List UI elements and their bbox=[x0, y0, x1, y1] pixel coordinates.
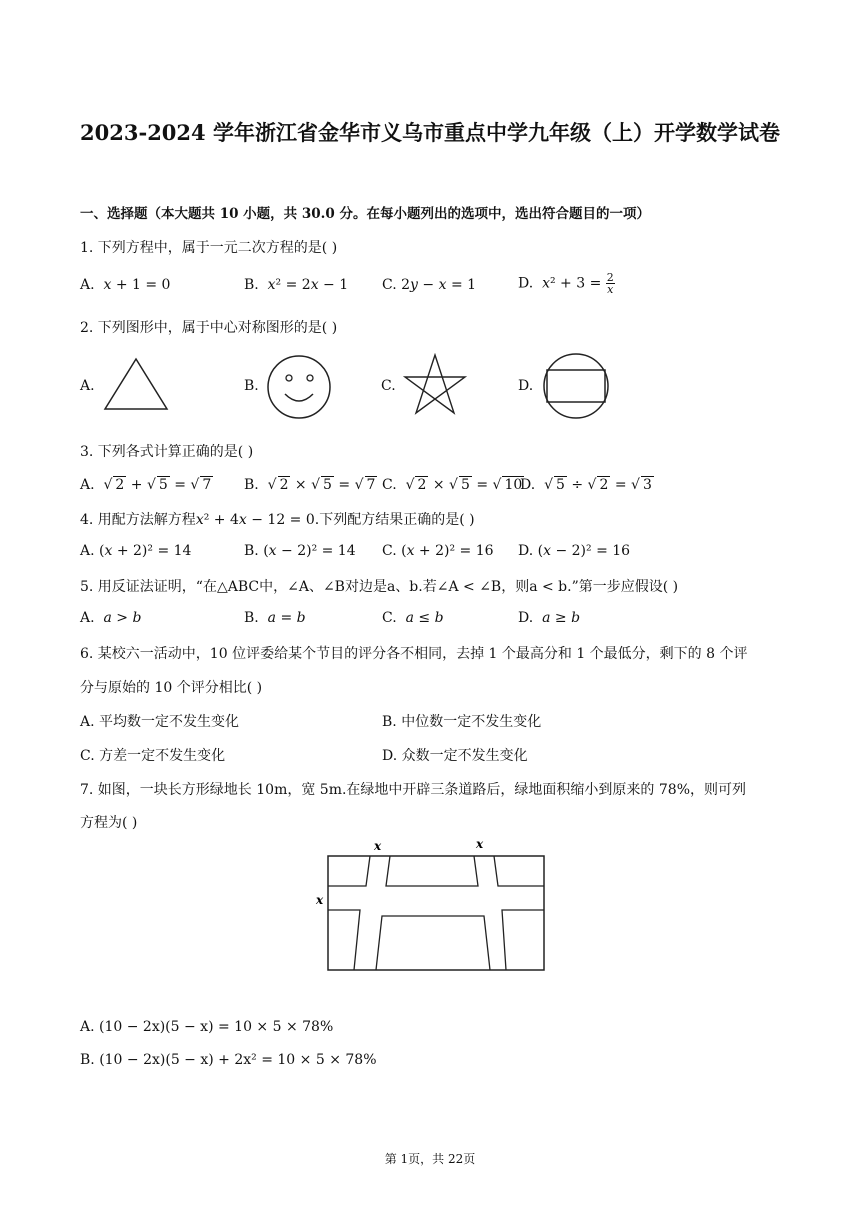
question-7-line-2: 方程为( ) bbox=[80, 815, 138, 831]
q7-option-a: A. (10 − 2x)(5 − x) = 10 × 5 × 78% bbox=[80, 1019, 334, 1035]
page-title: 2023-2024 学年浙江省金华市义乌市重点中学九年级（上）开学数学试卷 bbox=[80, 120, 780, 145]
question-3-stem: 3. 下列各式计算正确的是( ) bbox=[80, 444, 254, 460]
triangle-figure bbox=[102, 356, 170, 412]
q6-option-d: D. 众数一定不发生变化 bbox=[382, 748, 528, 764]
q2-label-b: B. bbox=[244, 378, 259, 394]
q1-option-b: B. x² = 2x − 1 bbox=[244, 277, 349, 293]
question-1-stem: 1. 下列方程中，属于一元二次方程的是( ) bbox=[80, 240, 338, 256]
q1-option-a: A. x + 1 = 0 bbox=[80, 277, 171, 293]
q6-option-a: A. 平均数一定不发生变化 bbox=[80, 714, 240, 730]
q4-option-a: A. (x + 2)² = 14 bbox=[80, 543, 192, 559]
green-land-road-figure bbox=[310, 836, 550, 976]
figure-label-x-top-left: x bbox=[374, 839, 382, 853]
figure-label-x-left: x bbox=[316, 893, 324, 907]
q5-option-b: B. a = b bbox=[244, 610, 306, 626]
q3-option-b: B. √ 2 × √ 5 = √ 7 bbox=[244, 477, 376, 493]
q4-option-c: C. (x + 2)² = 16 bbox=[382, 543, 494, 559]
q6-option-b: B. 中位数一定不发生变化 bbox=[382, 714, 542, 730]
q3-option-c: C. √ 2 × √ 5 = √ 10 bbox=[382, 477, 523, 493]
q5-option-a: A. a > b bbox=[80, 610, 142, 626]
q6-option-c: C. 方差一定不发生变化 bbox=[80, 748, 226, 764]
q3-option-a: A. √ 2 + √ 5 = √ 7 bbox=[80, 477, 212, 493]
question-2-stem: 2. 下列图形中，属于中心对称图形的是( ) bbox=[80, 320, 338, 336]
question-6-line-1: 6. 某校六一活动中，10 位评委给某个节目的评分各不相同，去掉 1 个最高分和 1 个最低分，剩下的 8 个评 bbox=[80, 646, 748, 662]
question-4-stem: 4. 用配方法解方程x² + 4x − 12 = 0.下列配方结果正确的是( ) bbox=[80, 512, 475, 528]
q2-label-d: D. bbox=[518, 378, 534, 394]
question-7-line-1: 7. 如图，一块长方形绿地长 10m，宽 5m.在绿地中开辟三条道路后，绿地面积缩小到原来的 78%，则可列 bbox=[80, 782, 746, 798]
q7-option-b: B. (10 − 2x)(5 − x) + 2x² = 10 × 5 × 78% bbox=[80, 1052, 377, 1068]
figure-label-x-top-right: x bbox=[476, 837, 484, 851]
q4-option-d: D. (x − 2)² = 16 bbox=[518, 543, 631, 559]
q3-option-d: D. √ 5 ÷ √ 2 = √ 3 bbox=[520, 477, 652, 493]
page-footer: 第 1页，共 22页 bbox=[384, 1152, 476, 1166]
question-5-stem: 5. 用反证法证明，“在△ABC中，∠A、∠B对边是a、b.若∠A < ∠B，则a < b.”第一步应假设( ) bbox=[80, 579, 679, 595]
star-figure bbox=[402, 353, 468, 415]
q2-label-a: A. bbox=[80, 378, 95, 394]
q1-option-d: D. x² + 3 = $\frac{2}{x}$ bbox=[518, 271, 614, 296]
circle-rectangle-figure bbox=[541, 352, 611, 420]
q4-option-b: B. (x − 2)² = 14 bbox=[244, 543, 356, 559]
q1-option-c: C. 2y − x = 1 bbox=[382, 277, 477, 293]
q5-option-d: D. a ≥ b bbox=[518, 610, 581, 626]
q5-option-c: C. a ≤ b bbox=[382, 610, 444, 626]
smiley-face-figure bbox=[266, 354, 332, 420]
question-6-line-2: 分与原始的 10 个评分相比( ) bbox=[80, 680, 263, 696]
q2-label-c: C. bbox=[381, 378, 396, 394]
section-heading: 一、选择题（本大题共 10 小题，共 30.0 分。在每小题列出的选项中，选出符合题目的一项） bbox=[80, 206, 650, 222]
